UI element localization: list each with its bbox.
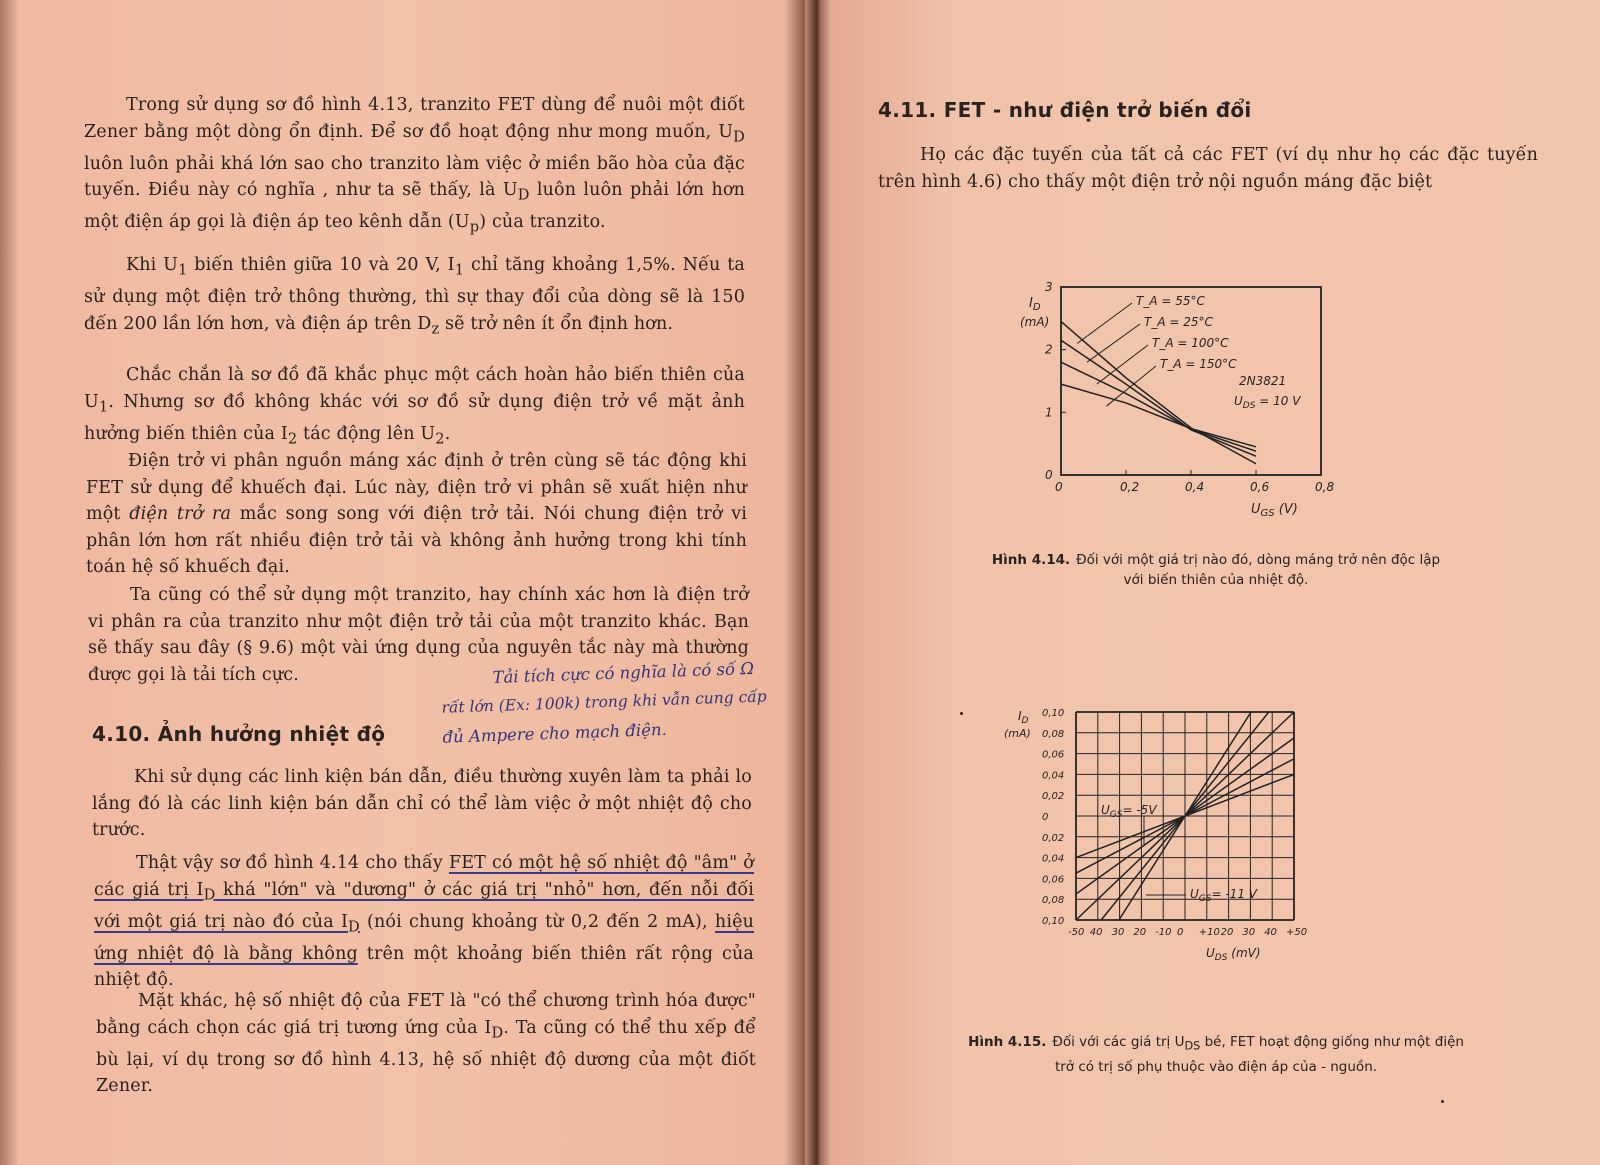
underline-1: FET có một hệ số nhiệt độ "âm" ở các giá trị $I_D$ khá "lớn" và "dương" ở các giá trị "nhỏ" hơn, đến nỗi đối với một giá trị nào đó của $I_D$	[94, 853, 754, 936]
figure-4-15-label: Hình 4.15.	[968, 1034, 1047, 1050]
bias-annotation: $U_{DS} = 10$ V	[1234, 394, 1301, 411]
y-tick-label: 0,04	[1042, 853, 1065, 865]
x-tick-label: 0	[1055, 480, 1063, 494]
x-tick-label: 0,4	[1185, 480, 1205, 494]
curve-label-2: T_A = 25°C	[1144, 315, 1213, 329]
x-tick-label: 0	[1177, 927, 1184, 938]
right-paragraph-1: Họ các đặc tuyến của tất cả các FET (ví dụ như họ các đặc tuyến trên hình 4.6) cho thấy một điện trở nội nguồn máng đặc biệt	[878, 145, 1538, 192]
paragraph-8: Mặt khác, hệ số nhiệt độ của FET là "có thể chương trình hóa được" bằng cách chọn các giá trị tương ứng của $I_D$. Ta cũng có thể thu xếp để bù lại, ví dụ trong sơ đồ hình 4.13, hệ số nhiệt độ dương của một điốt Zener.	[96, 991, 756, 1097]
curve-label-4: T_A = 150°C	[1160, 357, 1237, 371]
curve-label-3: T_A = 100°C	[1152, 336, 1229, 350]
paragraph-3: Chắc chắn là sơ đồ đã khắc phục một cách hoàn hảo biến thiên của $U_1$. Nhưng sơ đồ không khác với sơ đồ sử dụng điện trở về mặt ảnh hưởng biến thiên của $I_2$ tác động lên $U_2$.	[84, 365, 745, 448]
x-tick-label: -10	[1155, 927, 1172, 938]
figure-4-14-caption: Hình 4.14. Đối với một giá trị nào đó, dòng máng trở nên độc lập với biến thiên của nhiệt độ.	[991, 552, 1441, 588]
figure-4-14-label: Hình 4.14.	[991, 552, 1071, 568]
figure-4-15-chart	[996, 702, 1316, 962]
paragraph-4: Điện trở vi phân nguồn máng xác định ở trên cùng sẽ tác động khi FET sử dụng để khuếch đại. Lúc này, điện trở vi phân sẽ xuất hiện như một điện trở ra mắc song song với điện trở tải. Nói chung điện trở vi phân lớn hơn rất nhiều điện trở tải và không ảnh hưởng trong khi tính toán hệ số khuếch đại.	[86, 451, 747, 578]
leader-1	[1077, 303, 1132, 343]
paragraph-2: Khi $U_1$ biến thiên giữa 10 và 20 V, $I_1$ chỉ tăng khoảng 1,5%. Nếu ta sử dụng một điện trở thông thường, thì sự thay đổi của dòng sẽ là 150 đến 200 lần lớn hơn, và điện áp trên $D_z$ sẽ trở nên ít ổn định hơn.	[84, 255, 745, 338]
y-tick-label: 0,08	[1042, 728, 1065, 740]
speck	[960, 712, 963, 715]
y-tick-label: 0,02	[1042, 791, 1065, 803]
x-tick-label: 20	[1220, 927, 1234, 938]
y-axis-label: $I_D$	[1018, 709, 1029, 726]
x-axis-label: $U_{DS}$ (mV)	[1206, 946, 1261, 962]
paragraph-5: Ta cũng có thể sử dụng một tranzito, hay chính xác hơn là điện trở vi phân ra của tranzito như một điện trở tải của một tranzito khác. Bạn sẽ thấy sau đây (§ 9.6) một vài ứng dụng của nguyên tắc này mà thường được gọi là tải tích cực.	[88, 585, 749, 685]
paragraph-6: Khi sử dụng các linh kiện bán dẫn, điều thường xuyên làm ta phải lo lắng đó là các linh kiện bán dẫn chỉ có thể làm việc ở một nhiệt độ cho trước.	[92, 767, 752, 841]
figure-4-15-caption: Hình 4.15. Đối với các giá trị $U_{DS}$ bé, FET hoạt động giống như một điện trở có trị số phụ thuộc vào điện áp của - nguồn.	[968, 1034, 1464, 1075]
x-tick-label: 40	[1089, 927, 1103, 938]
handwritten-line-3: đủ Ampere cho mạch điện.	[442, 719, 668, 747]
y-axis-label: $I_D$	[1029, 296, 1041, 313]
figure-4-14-chart	[1006, 275, 1346, 525]
y-tick-label: 0,04	[1042, 770, 1065, 782]
y-tick-label: 0,06	[1042, 749, 1065, 761]
y-axis-unit: (mA)	[1020, 315, 1050, 329]
x-tick-label: 40	[1264, 927, 1277, 938]
x-tick-label: +50	[1286, 927, 1308, 938]
y-tick-label: 0,06	[1042, 874, 1065, 886]
emphasis-output-resistance: điện trở ra	[129, 504, 232, 525]
curve-4	[1061, 384, 1256, 447]
x-tick-label: 0,8	[1315, 480, 1335, 494]
y-tick-label: 0,02	[1042, 832, 1065, 844]
paragraph-7: Thật vậy sơ đồ hình 4.14 cho thấy FET có một hệ số nhiệt độ "âm" ở các giá trị $I_D$ khá "lớn" và "dương" ở các giá trị "nhỏ" hơn, đến nỗi đối với một giá trị nào đó của $I_D$ (nói chung khoảng từ 0,2 đến 2 mA), hiệu ứng nhiệt độ là bằng không trên một khoảng biến thiên rất rộng của nhiệt độ.	[94, 853, 755, 991]
y-tick-label: 0,10	[1042, 708, 1065, 719]
curve-label-1: T_A = 55°C	[1136, 294, 1205, 308]
paragraph-1: Trong sử dụng sơ đồ hình 4.13, tranzito FET dùng để nuôi một điốt Zener bằng một dòng ổn định. Để sơ đồ hoạt động như mong muốn, $U_D$ luôn luôn phải khá lớn sao cho tranzito làm việc ở miền bão hòa của đặc tuyến. Điều này có nghĩa , như ta sẽ thấy, là $U_D$ luôn luôn phải lớn hơn một điện áp gọi là điện áp teo kênh dẫn $(U_p)$ của tranzito.	[84, 95, 745, 236]
x-tick-label: +10	[1198, 927, 1220, 938]
x-tick-label: 20	[1133, 927, 1147, 938]
series-label-2: $U_{GS}= -11$ V	[1190, 887, 1257, 904]
right-page	[826, 0, 1600, 1165]
series-label-1: $U_{GS}= -5V$	[1101, 803, 1157, 820]
handwritten-line-2: rất lớn (Ex: 100k) trong khi vẫn cung cấp	[441, 687, 767, 717]
speck	[1441, 1100, 1444, 1103]
handwritten-note	[441, 653, 795, 750]
y-tick-label: 3	[1045, 280, 1053, 294]
x-tick-label: 30	[1242, 927, 1256, 938]
x-tick-label: 30	[1111, 927, 1125, 938]
handwritten-line-1: Tải tích cực có nghĩa là có số Ω	[492, 658, 755, 687]
y-tick-label: 0,10	[1042, 916, 1065, 927]
section-title-4-10: 4.10. Ảnh hưởng nhiệt độ	[92, 722, 386, 746]
y-tick-label: 0	[1042, 812, 1049, 823]
y-tick-label: 2	[1045, 342, 1053, 357]
x-tick-label: 0,2	[1120, 480, 1140, 494]
x-tick-label: 0,6	[1250, 480, 1270, 494]
x-tick-label: -50	[1068, 927, 1085, 938]
underline-2: hiệu ứng nhiệt độ là bằng không	[94, 911, 755, 964]
x-axis-label: $U_{GS}$ (V)	[1251, 502, 1298, 519]
y-tick-label: 1	[1045, 405, 1053, 420]
section-title-4-11: 4.11. FET - như điện trở biến đổi	[878, 98, 1252, 122]
y-tick-label: 0	[1045, 468, 1053, 482]
device-annotation: 2N3821	[1239, 374, 1287, 388]
y-tick-label: 0,08	[1042, 895, 1065, 907]
y-axis-unit: (mA)	[1004, 727, 1031, 740]
